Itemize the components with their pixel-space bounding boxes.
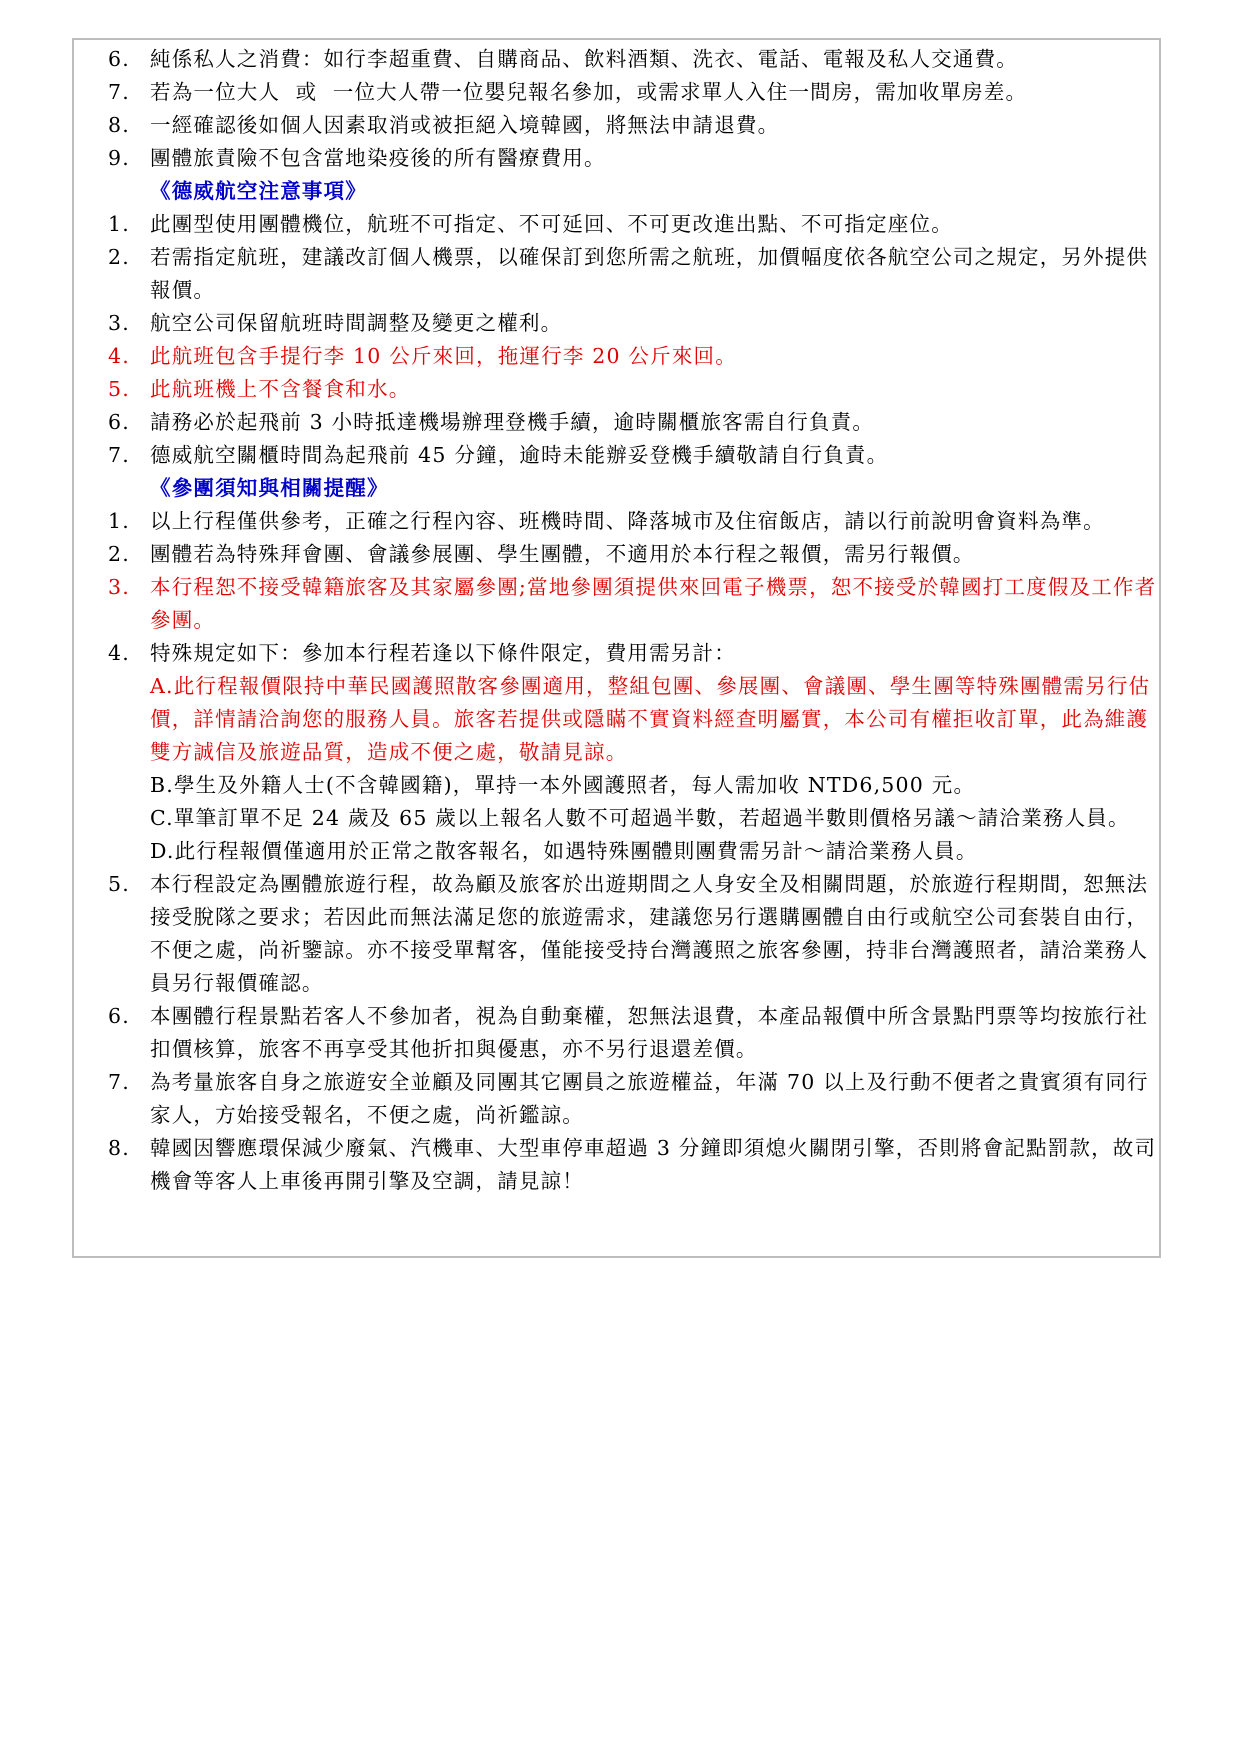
list-item: 3. 航空公司保留航班時間調整及變更之權利。: [108, 311, 563, 335]
list-item: 6. 純係私人之消費：如行李超重費、自購商品、飲料酒類、洗衣、電話、電報及私人交通費。: [108, 47, 1018, 71]
list-item: 2. 若需指定航班，建議改訂個人機票，以確保訂到您所需之航班，加價幅度依各航空公司之規定，另外提供報價。: [108, 245, 1149, 302]
list-item: 8. 韓國因響應環保減少廢氣、汽機車、大型車停車超過 3 分鐘即須熄火關閉引擎，否則將會記點罰款，故司機會等客人上車後再開引擎及空調，請見諒！: [108, 1136, 1157, 1193]
sub-item-c: C.單筆訂單不足 24 歲及 65 歲以上報名人數不可超過半數，若超過半數則價格另議～請洽業務人員。: [150, 806, 1130, 830]
list-item: 7. 德威航空關櫃時間為起飛前 45 分鐘，逾時未能辦妥登機手續敬請自行負責。: [108, 443, 889, 467]
sub-item-a: A.此行程報價限持中華民國護照散客參團適用，整組包團、參展團、會議團、學生團等特殊團體需另行估價，詳情請洽詢您的服務人員。旅客若提供或隱瞞不實資料經查明屬實，本公司有權拒收訂單，此為維護雙方誠信及旅遊品質，造成不便之處，敬請見諒。: [150, 674, 1151, 764]
list-item: 4. 特殊規定如下：參加本行程若逢以下條件限定，費用需另計：: [108, 641, 736, 665]
list-item: 1. 此團型使用團體機位，航班不可指定、不可延回、不可更改進出點、不可指定座位。: [108, 212, 953, 236]
section-heading-airline: 《德威航空注意事項》: [150, 179, 367, 203]
list-item-highlight: 4. 此航班包含手提行李 10 公斤來回，拖運行李 20 公斤來回。: [108, 344, 737, 368]
document-body: [108, 43, 1158, 1198]
list-item-highlight: 5. 此航班機上不含餐食和水。: [108, 377, 411, 401]
list-item: 5. 本行程設定為團體旅遊行程，故為顧及旅客於出遊期間之人身安全及相關問題，於旅遊行程期間，恕無法接受脫隊之要求；若因此而無法滿足您的旅遊需求，建議您另行選購團體自由行或航空公司套裝自由行，不便之處，尚祈鑒諒。亦不接受單幫客，僅能接受持台灣護照之旅客參團，持非台灣護照者，請洽業務人員另行報價確認。: [108, 872, 1149, 995]
list-item: 8. 一經確認後如個人因素取消或被拒絕入境韓國，將無法申請退費。: [108, 113, 780, 137]
list-item-highlight: 3. 本行程恕不接受韓籍旅客及其家屬參團;當地參團須提供來回電子機票，恕不接受於韓國打工度假及工作者參團。: [108, 575, 1157, 632]
sub-item-d: D.此行程報價僅適用於正常之散客報名，如遇特殊團體則團費需另計～請洽業務人員。: [150, 839, 978, 863]
section-heading-notice: 《參團須知與相關提醒》: [150, 476, 389, 500]
list-item: 9. 團體旅責險不包含當地染疫後的所有醫療費用。: [108, 146, 606, 170]
list-item: 7. 若為一位大人 或 一位大人帶一位嬰兒報名參加，或需求單人入住一間房，需加收單房差。: [108, 80, 1028, 104]
list-item: 1. 以上行程僅供參考，正確之行程內容、班機時間、降落城市及住宿飯店，請以行前說明會資料為準。: [108, 509, 1105, 533]
list-item: 7. 為考量旅客自身之旅遊安全並顧及同團其它團員之旅遊權益，年滿 70 以上及行動不便者之貴賓須有同行家人，方始接受報名，不便之處，尚祈鑑諒。: [108, 1070, 1149, 1127]
sub-item-b: B.學生及外籍人士(不含韓國籍)，單持一本外國護照者，每人需加收 NTD6,500 元。: [150, 773, 976, 797]
list-item: 6. 請務必於起飛前 3 小時抵達機場辦理登機手續，逾時關櫃旅客需自行負責。: [108, 410, 875, 434]
list-item: 2. 團體若為特殊拜會團、會議參展團、學生團體，不適用於本行程之報價，需另行報價。: [108, 542, 975, 566]
list-item: 6. 本團體行程景點若客人不參加者，視為自動棄權，恕無法退費，本產品報價中所含景點門票等均按旅行社扣價核算，旅客不再享受其他折扣與優惠，亦不另行退還差價。: [108, 1004, 1149, 1061]
